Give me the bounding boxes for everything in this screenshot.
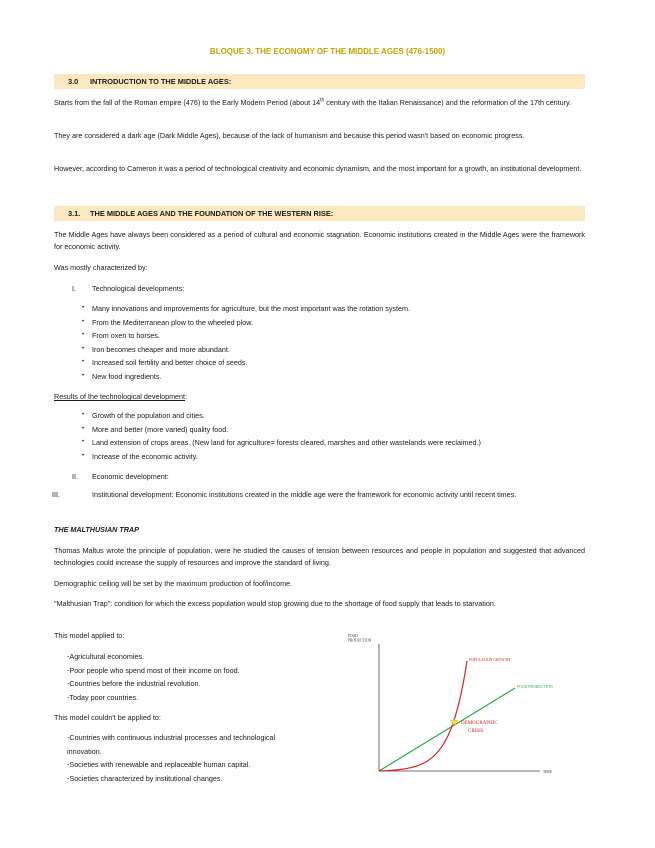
applied-list (67, 650, 337, 704)
roman-item-technological (72, 283, 582, 295)
bullet-icon: • (82, 318, 85, 325)
paragraph-cameron: However, according to Cameron it was a period of technological creativity and economic dynamism, and the most important for a growth, an institutional development. (54, 164, 582, 173)
tech-list (82, 302, 582, 383)
roman-text: Economic development: (92, 472, 169, 481)
demographic-crisis-label: CRISIS (468, 729, 484, 734)
list-item: -Poor people who spend most of their income on food. (67, 665, 240, 675)
paragraph-period: Starts from the fall of the Roman empire (476) to the Early Modern Period (about 14th century with the Italian Renaissance) and the reformation of the 17th century. (54, 97, 572, 107)
bullet-icon: • (82, 305, 85, 311)
list-item: • New food ingredients. (82, 370, 582, 384)
chart-ylabel-line: PRODUCTION (348, 638, 372, 643)
paragraph-stagnation: The Middle Ages have always been considered as a period of cultural and economic stagnation. Economic institutions created in the Middle Ages were the framework for economic activity. (54, 230, 585, 251)
demographic-crisis-star-icon (450, 718, 458, 726)
list-item: • More and better (more varied) quality food. (82, 423, 582, 437)
section-number: 3.1. (68, 209, 81, 218)
bullet-icon: • (82, 425, 85, 432)
roman-text: Institutional development: Economic institutions created in the middle age were the framework for economic activity until recent times. (92, 490, 517, 499)
bullet-icon: • (82, 345, 85, 352)
results-heading: Results of the technological development: (54, 392, 188, 401)
list-item: • Growth of the population and cities. (82, 409, 582, 423)
section-heading-western-rise (54, 206, 585, 221)
section-title: THE MIDDLE AGES AND THE FOUNDATION OF THE WESTERN RISE: (90, 209, 334, 218)
list-item: -Societies characterized by institutional changes. (67, 773, 223, 783)
notapplied-list (67, 731, 337, 785)
bullet-icon: • (82, 412, 85, 418)
roman-numeral: II. (72, 472, 78, 481)
list-item: • Iron becomes cheaper and more abundant. (82, 343, 582, 357)
malthusian-chart (340, 630, 570, 780)
paragraph-trap: "Malthusian Trap": condition for which the excess population would stop growing due to the shortage of food supply that leads to starvation. (54, 599, 496, 608)
roman-item-institutional (52, 489, 602, 501)
notapplied-heading: This model couldn't be applied to: (54, 713, 161, 722)
section-number: 3.0 (68, 77, 79, 86)
food-production-line (379, 688, 515, 771)
list-item: • Increase of the economic activity. (82, 450, 582, 464)
bullet-icon: • (82, 359, 85, 365)
roman-text: Technological developments: (92, 284, 185, 293)
applied-heading: This model applied to: (54, 631, 125, 640)
list-item: • Increased soil fertility and better choice of seeds. (82, 356, 582, 370)
paragraph-dark-age: They are considered a dark age (Dark Middle Ages), because of the lack of humanism and because this period wasn't based on economic progress. (54, 131, 525, 140)
bullet-icon: • (82, 372, 85, 379)
page-title: BLOQUE 3. THE ECONOMY OF THE MIDDLE AGES (476-1500) (209, 47, 446, 56)
list-item: • Land extension of crops areas. (New land for agriculture= forests cleared, marshes and other wastelands were reclaimed.) (82, 436, 582, 450)
bullet-icon: • (82, 439, 85, 445)
list-item: -Countries with continuous industrial processes and technological (67, 733, 276, 742)
list-item: -Countries before the industrial revolution. (67, 679, 201, 688)
roman-numeral: I. (72, 284, 76, 293)
results-list (82, 409, 582, 463)
paragraph-maltus: Thomas Maltus wrote the principle of population, were he studied the causes of tension between resources and people in population and suggested that advanced technologies could increase the supply of resources and improve the standard of living. (54, 546, 585, 567)
paragraph-ceiling: Demographic ceiling will be set by the maximum production of foof/income. (54, 579, 293, 588)
population-growth-label: POPULATION GROWTH (469, 658, 511, 662)
section-heading-intro (54, 74, 585, 89)
chart-xlabel: TIME (543, 770, 552, 774)
paragraph-characterized: Was mostly characterized by: (54, 263, 148, 272)
list-item: • From the Mediterranean plow to the wheeled plow. (82, 316, 582, 330)
section-title: INTRODUCTION TO THE MIDDLE AGES: (90, 77, 232, 86)
list-item: • Many innovations and improvements for agriculture, but the most important was the rotation system. (82, 302, 582, 316)
list-item: • From oxen to horses. (82, 329, 582, 343)
population-growth-curve (379, 661, 467, 771)
demographic-crisis-label: DEMOGRAPHIC (461, 721, 498, 726)
food-production-label: FOOD PRODUCTION (517, 685, 553, 689)
malthus-heading: THE MALTHUSIAN TRAP (54, 525, 139, 534)
list-item: -Agricultural economies. (67, 652, 145, 661)
list-item: innovation. (67, 746, 102, 756)
list-item: -Today poor countries. (67, 692, 139, 702)
bullet-icon: • (82, 332, 85, 338)
roman-numeral: III. (52, 490, 60, 499)
roman-item-economic (72, 471, 582, 483)
bullet-icon: • (82, 452, 85, 459)
list-item: -Societies with renewable and replaceable human capital. (67, 760, 251, 769)
chart-ylabel-line: FOOD (348, 634, 358, 638)
chart-ylabel (348, 634, 372, 643)
